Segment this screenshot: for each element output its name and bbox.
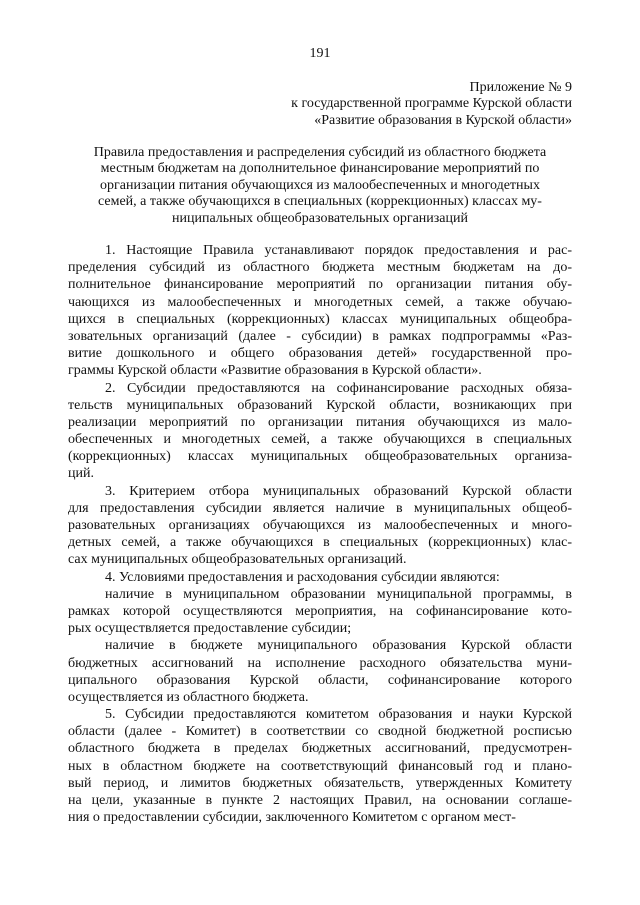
appendix-header [291, 80, 572, 129]
paragraph-line: ций. [68, 466, 94, 482]
paragraph [68, 586, 572, 638]
title-line: организации питания обучающихся из малообеспеченных и многодетных [100, 177, 540, 193]
paragraph-line: наличие в муниципальном образовании муниципальной программы, в [105, 586, 572, 602]
paragraph-line: областного бюджета в пределах бюджетных ассигнований, предусмотрен- [68, 741, 572, 757]
paragraph [68, 380, 572, 483]
paragraph [68, 637, 572, 706]
paragraph-line: реализации мероприятий по организации питания обучающихся из мало- [68, 414, 572, 430]
paragraph-line: полнительное финансирование мероприятий по организации питания обу- [68, 277, 572, 293]
paragraph-line: 1. Настоящие Правила устанавливают порядок предоставления и рас- [105, 243, 572, 258]
title-line: ниципальных общеобразовательных организаций [171, 210, 468, 226]
paragraph-line: 2. Субсидии предоставляются на софинансирование расходных обяза- [105, 380, 572, 396]
paragraph [68, 242, 572, 380]
paragraph-line: граммы Курской области «Развитие образования в Курской области». [68, 363, 482, 379]
paragraph-line: осуществляется из областного бюджета. [68, 689, 309, 705]
title-line: Правила предоставления и распределения субсидий из областного бюджета [93, 145, 547, 160]
paragraph [68, 706, 572, 826]
title-line: семей, а также обучающихся в специальных (коррекционных) классах му- [98, 194, 542, 210]
paragraph-line: сах муниципальных общеобразовательных организаций. [68, 552, 407, 568]
appendix-number: Приложение № 9 [469, 80, 572, 95]
page-number: 191 [309, 46, 331, 61]
paragraph-line: щихся в специальных (коррекционных) классах муниципальных общеобра- [68, 311, 572, 327]
paragraph-line: наличие в бюджете муниципального образования Курской области [105, 638, 572, 654]
paragraph-line: тельств муниципальных образований Курской области, возникающих при [68, 397, 572, 413]
paragraph-line: ных в областном бюджете на соответствующий финансовый год и плано- [68, 758, 572, 774]
paragraph-line: вый период, и лимитов бюджетных обязательств, утвержденных Комитету [68, 775, 572, 791]
paragraph-line: бюджетных ассигнований на исполнение расходного обязательства муни- [68, 655, 572, 671]
paragraph [68, 569, 572, 586]
paragraph-line: разовательных организациях обучающихся из малообеспеченных и много- [68, 518, 572, 533]
paragraph-line: пределения субсидий из областного бюджета местным бюджетам на до- [68, 260, 572, 276]
paragraph-line: зовательных организаций (далее - субсидии) в рамках подпрограммы «Раз- [68, 328, 572, 344]
title-line: местным бюджетам на дополнительное финансирование мероприятий по [100, 161, 540, 177]
document-title [68, 145, 572, 227]
paragraph-line: рых осуществляется предоставление субсидии; [68, 621, 352, 637]
paragraph-line: обеспеченных и многодетных семей, а также обучающихся в специальных [68, 432, 572, 448]
paragraph-line: области (далее - Комитет) в соответствии со сводной бюджетной росписью [68, 724, 572, 740]
paragraph [68, 483, 572, 569]
paragraph-line: чающихся из малообеспеченных и многодетных семей, а также обучаю- [68, 294, 572, 310]
appendix-program: к государственной программе Курской области [291, 96, 572, 112]
paragraph-line: 5. Субсидии предоставляются комитетом образования и науки Курской [105, 707, 572, 723]
paragraph-line: на цели, указанные в пункте 2 настоящих Правил, на основании соглаше- [68, 793, 572, 808]
paragraph-line: 4. Условиями предоставления и расходования субсидии являются: [105, 569, 500, 585]
paragraph-line: витие дошкольного и общего образования детей» государственной про- [68, 346, 572, 362]
paragraph-line: 3. Критерием отбора муниципальных образований Курской области [105, 483, 572, 499]
document-body [68, 242, 572, 826]
paragraph-line: ния о предоставлении субсидии, заключенного Комитетом с органом мест- [68, 810, 516, 826]
appendix-program-name: «Развитие образования в Курской области» [314, 112, 572, 128]
paragraph-line: рамках которой осуществляются мероприятия, на софинансирование кото- [68, 603, 572, 619]
paragraph-line: детных семей, а также обучающихся в специальных (коррекционных) клас- [68, 535, 572, 551]
paragraph-line: для предоставления субсидии является наличие в муниципальных общеоб- [68, 500, 572, 516]
paragraph-line: (коррекционных) классах муниципальных общеобразовательных организа- [68, 449, 572, 465]
paragraph-line: ципального образования Курской области, софинансирование которого [68, 672, 572, 688]
